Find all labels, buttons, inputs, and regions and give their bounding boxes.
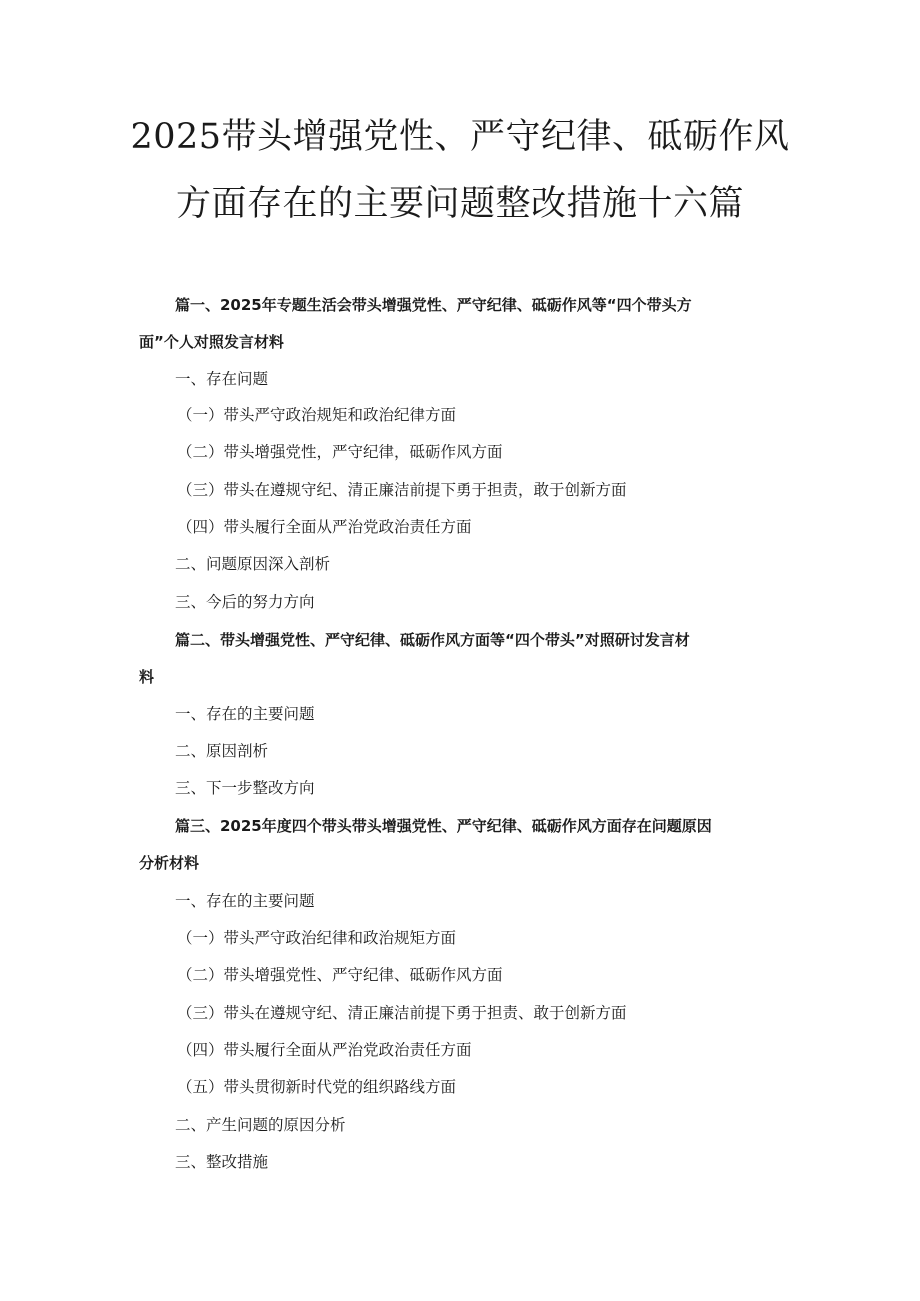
article-1-item: 三、今后的努力方向 <box>175 593 315 611</box>
article-3-item: 二、产生问题的原因分析 <box>175 1116 346 1134</box>
article-1-item: （三）带头在遵规守纪、清正廉洁前提下勇于担责，敢于创新方面 <box>177 481 627 499</box>
document-title-line-1: 2025带头增强党性、严守纪律、砥砺作风 <box>130 117 790 157</box>
article-2-item: 三、下一步整改方向 <box>175 779 315 797</box>
article-2-item: 二、原因剖析 <box>175 742 269 760</box>
article-3-item: （二）带头增强党性、严守纪律、砥砺作风方面 <box>177 966 503 984</box>
article-1-item: （二）带头增强党性，严守纪律，砥砺作风方面 <box>177 443 503 461</box>
article-2-heading-line-2: 料 <box>139 668 155 686</box>
article-1-heading-line-1: 篇一、2025年专题生活会带头增强党性、严守纪律、砥砺作风等“四个带头方 <box>175 296 692 314</box>
article-3-item: （四）带头履行全面从严治党政治责任方面 <box>177 1041 472 1059</box>
article-1-heading-line-2: 面”个人对照发言材料 <box>139 333 284 351</box>
article-2-item: 一、存在的主要问题 <box>175 705 315 723</box>
article-1-item: （一）带头严守政治规矩和政治纪律方面 <box>177 406 457 424</box>
article-1-item: 二、问题原因深入剖析 <box>175 555 331 573</box>
article-3-item: （三）带头在遵规守纪、清正廉洁前提下勇于担责、敢于创新方面 <box>177 1004 627 1022</box>
article-1-item: （四）带头履行全面从严治党政治责任方面 <box>177 518 472 536</box>
document-title-line-2: 方面存在的主要问题整改措施十六篇 <box>175 184 744 224</box>
article-3-item: （一）带头严守政治纪律和政治规矩方面 <box>177 929 457 947</box>
article-1-item: 一、存在问题 <box>175 370 269 388</box>
article-3-item: 三、整改措施 <box>175 1153 269 1171</box>
article-2-heading-line-1: 篇二、带头增强党性、严守纪律、砥砺作风方面等“四个带头”对照研讨发言材 <box>175 631 690 649</box>
article-3-heading-line-1: 篇三、2025年度四个带头带头增强党性、严守纪律、砥砺作风方面存在问题原因 <box>175 817 712 835</box>
article-3-item: 一、存在的主要问题 <box>175 892 315 910</box>
article-3-heading-line-2: 分析材料 <box>139 854 200 872</box>
article-3-item: （五）带头贯彻新时代党的组织路线方面 <box>177 1078 457 1096</box>
